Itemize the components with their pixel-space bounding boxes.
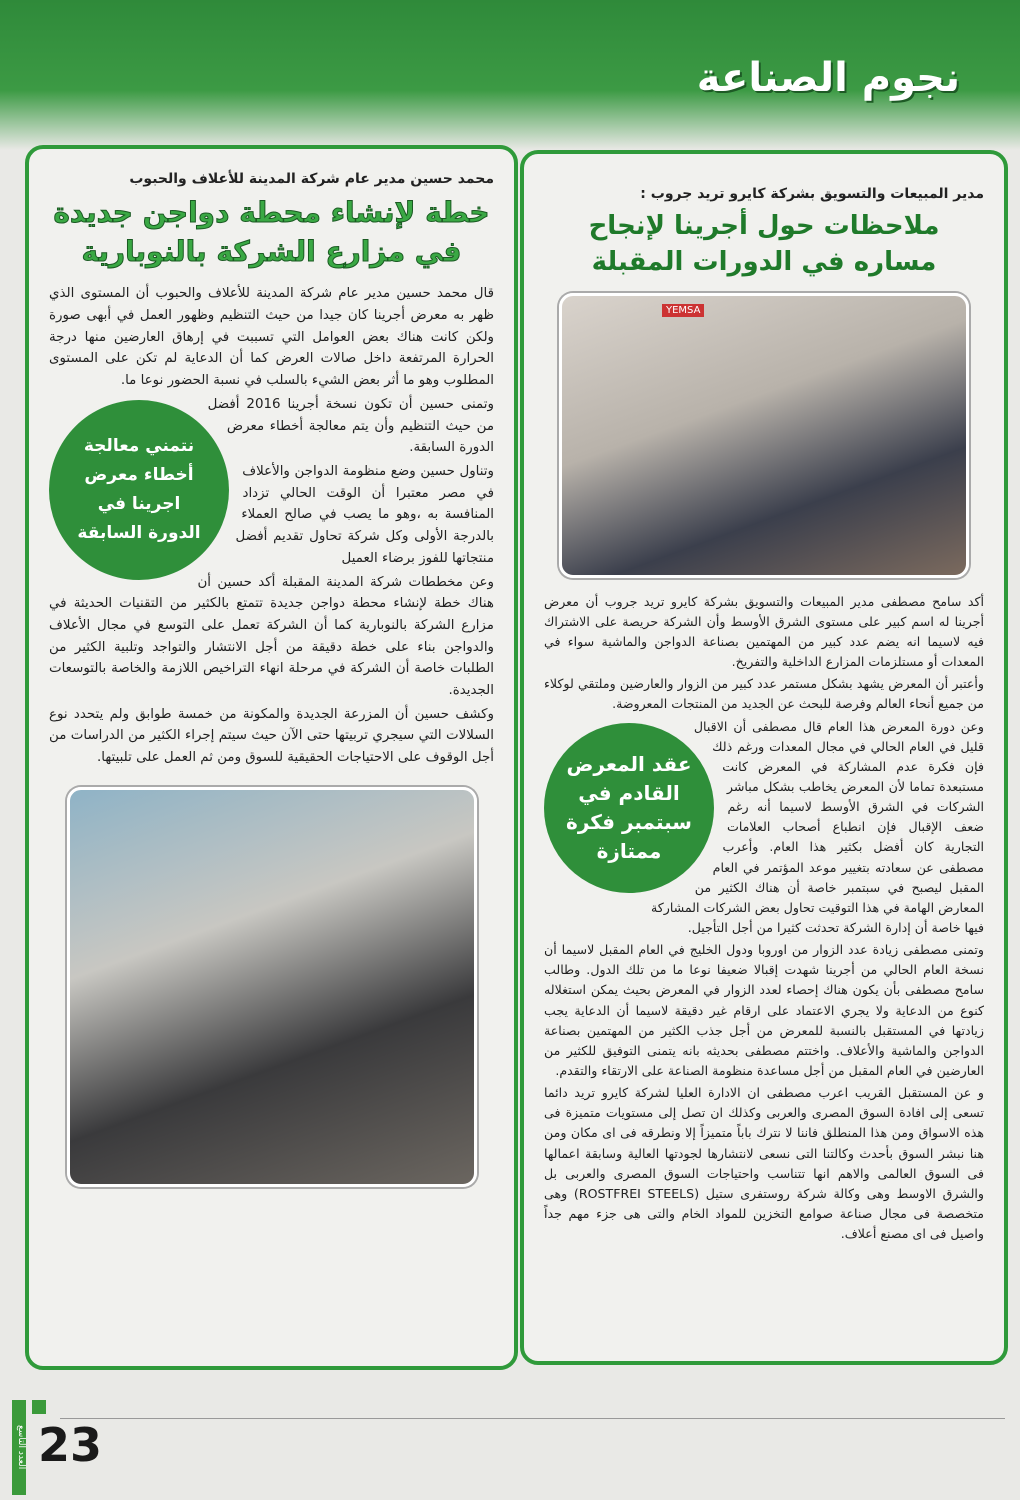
photo-interview-left (67, 787, 477, 1187)
section-title: نجوم الصناعة (696, 55, 960, 101)
pullquote-badge: نتمني معالجة أخطاء معرض اجرينا في الدورة السابقة (49, 400, 229, 580)
kicker: مدير المبيعات والتسويق بشركة كايرو تريد جروب : (640, 186, 984, 202)
paragraph: وعن دورة المعرض هذا العام قال مصطفى أن الاقبال قليل في العام الحالي في مجال المعدات ورغم ذلك فإن فكرة عدم المشاركة في المعرض كانت مستبعدة تماما لأن المعرض يخاطب بشكل مباشر الشركات في الشرق الأوسط لاسيما أنه رغم ضعف الإقبال فإن انطباع أصحاب العلامات التجارية كان أفضل بكثير هذا العام. وأعرب مصطفى عن سعادته بتغيير موعد المؤتمر في العام المقبل ليصبح في سبتمبر خاصة أن هناك الكثير من المعارض الهامة في هذا التوقيت تحاول بعض الشركات المشاركة فيها خاصة أن إدارة الشركة تحدثت كثيرا من أجل التأجيل. (650, 718, 984, 936)
paragraph: وتناول حسين وضع منظومة الدواجن والأعلاف في مصر معتبرا أن الوقت الحالي تزداد المنافسة به ،وهو ما يصب في صالح العملاء بالدرجة الأولى وكل شركة تحاول تقديم أفضل منتجاتها للفوز برضاء العميل (235, 464, 494, 566)
headline (544, 208, 984, 281)
paragraph: وأعتبر أن المعرض يشهد بشكل مستمر عدد كبير من الزوار والعارضين وملتقي لوكلاء من جميع أنحاء العالم وفرصة للبحث عن الجديد من المنتجات المعروضة. (544, 676, 984, 712)
headline-line: في مزارع الشركة بالنوبارية (81, 235, 462, 269)
kicker: محمد حسين مدير عام شركة المدينة للأعلاف والحبوب (129, 171, 494, 187)
issue-label: العدد التاسع (12, 1400, 26, 1495)
photo-sign-text: YEMSA (662, 304, 704, 317)
paragraph: و عن المستقبل القريب اعرب مصطفى ان الادارة العليا لشركة كايرو تريد دائما تسعى إلى افادة السوق المصرى والعربى وكذلك ان تصل إلى مستويات متميزة فى هذه الاسواق ومن هذا المنطلق فاننا لا نترك باباً متميزاً إلا ونطرقه فى اى مكان ومن هنا نبشر السوق بأحدث وكالتنا التى نسعى لانتشارها لجودتها العالية وسابقة اعمالها فى السوق العالمى والاهم انها تتناسب واحتياجات السوق المصرى والعربى بل والشرق الاوسط وهى وكالة شركة روستفرى ستيل (ROSTFREI STEELS) وهى متخصصة فى مجال صناعة صوامع التخزين للمواد الخام والتى هى جزء مهم جداً واصيل فى اى مصنع أعلاف. (544, 1085, 985, 1242)
article-right (520, 150, 1008, 1365)
pullquote-badge: عقد المعرض القادم في سبتمبر فكرة ممتازة (544, 723, 714, 893)
headline-line: ملاحظات حول أجرينا لإنجاح (588, 211, 940, 241)
article-left (25, 145, 518, 1370)
headline (49, 193, 494, 271)
article-body (49, 283, 494, 770)
paragraph: وتمنى حسين أن تكون نسخة أجرينا 2016 أفضل من حيث التنظيم وأن يتم معالجة أخطاء معرض الدورة السابقة. (207, 396, 494, 456)
article-body (544, 592, 984, 1247)
headline-line: خطة لإنشاء محطة دواجن جديدة (53, 196, 490, 229)
section-header-band (0, 0, 1020, 150)
page-number: 23 (38, 1418, 103, 1472)
photo-interview-right (559, 293, 969, 578)
footer-square-decoration (32, 1400, 46, 1414)
paragraph: وعن مخططات شركة المدينة المقبلة أكد حسين أن هناك خطة لإنشاء محطة دواجن جديدة تتمتع بالكثير من التقنيات الحديثة في مزارع الشركة بالنوبارية كما أن الشركة تعمل على التوسع في مجال الأعلاف والدواجن بناء على خطة دقيقة من أجل الانتشار والتواجد وتلبية الكثير من الطلبات خاصة أن الشركة في مرحلة انهاء التراخيص اللازمة والخاصة بالتوسعات الجديدة. (49, 574, 494, 699)
headline-line: مساره في الدورات المقبلة (591, 247, 937, 278)
paragraph: وتمنى مصطفى زيادة عدد الزوار من اوروبا ودول الخليج في العام المقبل لاسيما أن نسخة العام الحالي من أجرينا شهدت إقبالا ضعيفا نوعا ما من تلك الدول. وطالب سامح مصطفى بأن يكون هناك إحصاء لعدد الزوار في المعرض بحيث يمكن استغلاله كنوع من الدعاية ولا يجري الاعتماد على ارقام غير دقيقة لاسيما أن الدعاية يجب زيادتها في المستقبل بالنسبة للمعرض من أجل جذب الكثير من المهتمين بصناعة الدواجن والماشية والأعلاف. واختتم مصطفى بحديثه بانه يتمنى التوفيق للكثير من العارضين في العام المقبل من أجل مساعدة منظومة الصناعة على الارتقاء والتقدم. (544, 942, 984, 1079)
paragraph: وكشف حسين أن المزرعة الجديدة والمكونة من خمسة طوابق ولم يتحدد نوع السلالات التي سيجري تربيتها حتى الآن حيث سيتم إجراء الكثير من الدراسات من أجل الوقوف على الاحتياجات الحقيقية للسوق ومن ثم العمل على تلبيتها. (49, 706, 494, 766)
paragraph: قال محمد حسين مدير عام شركة المدينة للأعلاف والحبوب أن المستوى الذي ظهر به معرض أجرينا كان جيدا من حيث التنظيم وظهور العمل في أبهى صورة ولكن كانت هناك بعض العوامل التي تسببت في إرهاق العارضين منها درجة الحرارة المرتفعة داخل صالات العرض كما أن الدعاية لم تكن على المستوى المطلوب وهو ما أثر بعض الشيء بالسلب في نسبة الحضور نوعا ما. (49, 286, 494, 389)
footer-rule (60, 1418, 1005, 1419)
paragraph: أكد سامح مصطفى مدير المبيعات والتسويق بشركة كايرو تريد جروب أن معرض أجرينا له اسم كبير على مستوى الشرق الأوسط وأن الشركة حريصة على الاشتراك فيه لاسيما انه يضم عدد كبير من المهتمين بصناعة الدواجن والماشية سواء في المعدات أو مستلزمات المزارع الداخلية والتفريخ. (544, 593, 984, 670)
